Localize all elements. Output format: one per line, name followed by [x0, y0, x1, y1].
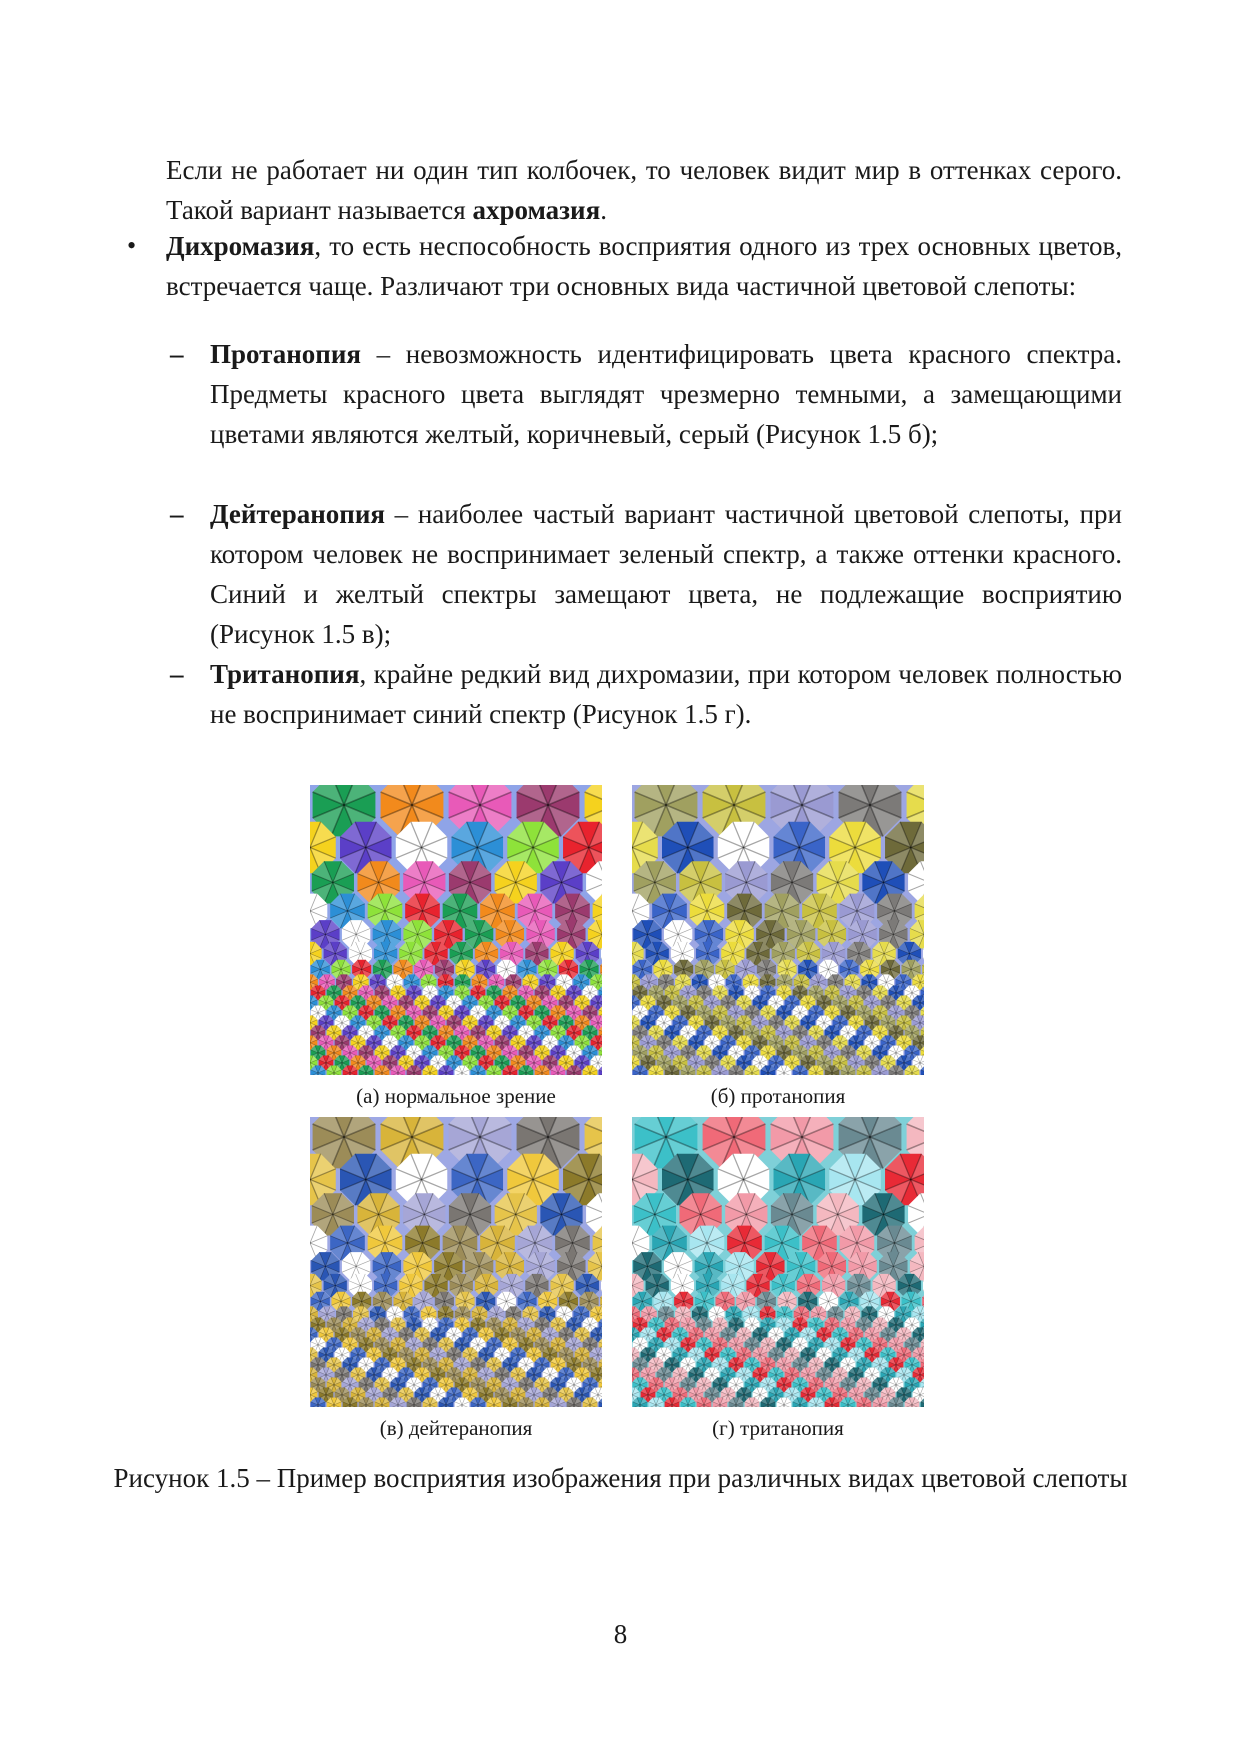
dichromasy-paragraph	[166, 226, 1122, 306]
tritanopia-term: Тританопия	[210, 659, 360, 689]
dichromasy-term: Дихромазия	[166, 231, 315, 261]
tritanopia-text: , крайне редкий вид дихромазии, при котором человек полностью не воспринимает синий спектр (Рисунок 1.5 г).	[210, 659, 1122, 729]
protanopia-item	[210, 334, 1122, 454]
page-number: 8	[613, 1619, 628, 1649]
achromasy-term: ахромазия	[472, 195, 601, 225]
dash-marker-protanopia: –	[170, 339, 184, 369]
umbrella-image-deuteranopia	[310, 1117, 602, 1407]
umbrella-image-normal	[310, 785, 602, 1075]
figure-caption: Рисунок 1.5 – Пример восприятия изображения при различных видах цветовой слепоты	[113, 1463, 1128, 1493]
deuteranopia-item	[210, 494, 1122, 654]
subcaption-protanopia: (б) протанопия	[710, 1084, 846, 1108]
subcaption-tritanopia: (г) тританопия	[712, 1416, 844, 1440]
intro-text: Если не работает ни один тип колбочек, то человек видит мир в оттенках серого. Такой вариант называется	[166, 155, 1122, 225]
umbrella-image-protanopia	[632, 785, 924, 1075]
subcaption-deuteranopia: (в) дейтеранопия	[379, 1416, 533, 1440]
bullet-marker: •	[127, 231, 137, 260]
dash-marker-deuteranopia: –	[170, 499, 184, 529]
tritanopia-item	[210, 654, 1122, 734]
intro-paragraph	[166, 150, 1122, 230]
protanopia-term: Протанопия	[210, 339, 362, 369]
intro-end: .	[600, 195, 607, 225]
deuteranopia-text: – наиболее частый вариант частичной цветовой слепоты, при котором человек не воспринимает зеленый спектр, а также оттенки красного. Синий и желтый спектры замещают цвета, не подлежащие восприятию (Рисунок 1.5 в);	[210, 499, 1122, 649]
dichromasy-text: , то есть неспособность восприятия одного из трех основных цветов, встречается чаще. Различают три основных вида частичной цветовой слепоты:	[166, 231, 1122, 301]
deuteranopia-term: Дейтеранопия	[210, 499, 385, 529]
umbrella-image-tritanopia	[632, 1117, 924, 1407]
dash-marker-tritanopia: –	[170, 659, 184, 689]
protanopia-text: – невозможность идентифицировать цвета красного спектра. Предметы красного цвета выглядят чрезмерно темными, а замещающими цветами являются желтый, коричневый, серый (Рисунок 1.5 б);	[210, 339, 1122, 449]
subcaption-normal: (а) нормальное зрение	[356, 1084, 556, 1108]
